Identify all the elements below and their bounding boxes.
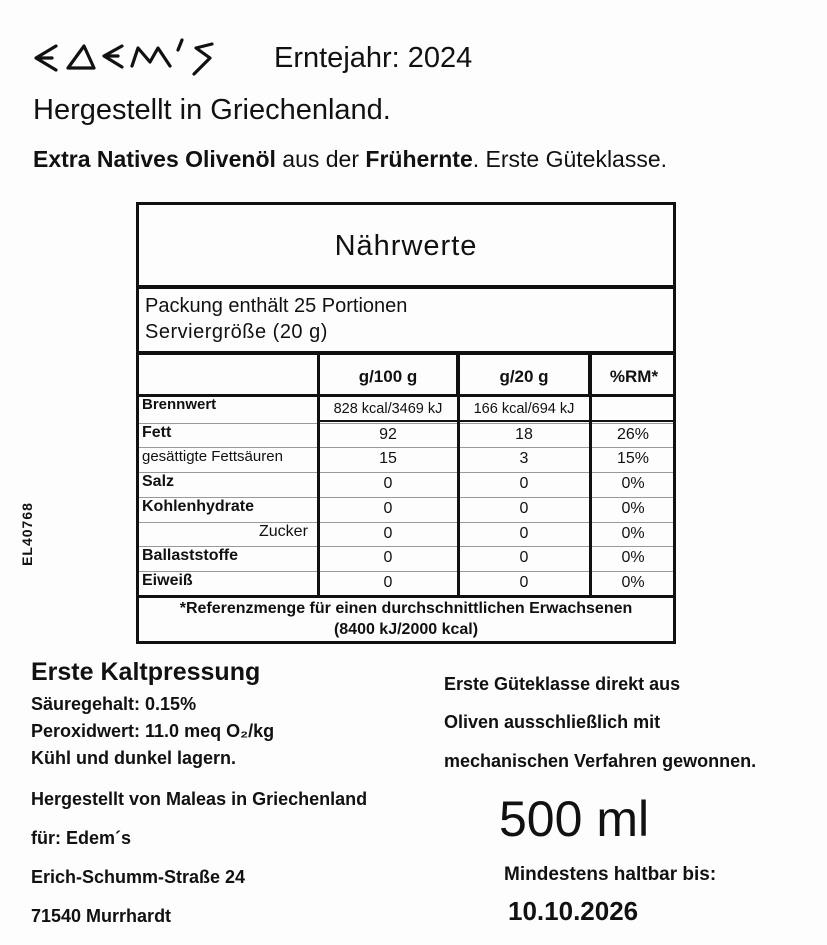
cell-v20: 0 <box>519 524 529 542</box>
col-header-100g: g/100 g <box>317 352 459 396</box>
row-label: gesättigte Fettsäuren <box>142 448 283 466</box>
reference-footnote <box>139 598 673 640</box>
lot-code: EL40768 <box>18 502 35 566</box>
col-header-20g: g/20 g <box>457 352 591 396</box>
cell-v20: 166 kcal/694 kJ <box>473 401 575 417</box>
row-label: Salz <box>142 473 175 491</box>
best-before-date: 10.10.2026 <box>508 896 639 926</box>
subtitle-product: Extra Natives Olivenöl <box>33 146 276 172</box>
best-before-label: Mindestens haltbar bis: <box>504 864 717 885</box>
cell-v100: 0 <box>383 475 393 493</box>
cell-v100: 0 <box>383 499 393 517</box>
cell-rm: 0% <box>621 499 645 517</box>
grade-line-3: mechanischen Verfahren gewonnen. <box>444 751 757 771</box>
cell-v100: 0 <box>383 549 393 567</box>
cell-v20: 0 <box>519 573 529 591</box>
brand-logo <box>32 34 244 82</box>
nutrition-title: Nährwerte <box>136 202 676 288</box>
made-in-text: Hergestellt in Griechenland. <box>33 94 391 126</box>
portions-box <box>136 286 676 354</box>
row-label: Zucker <box>259 522 308 540</box>
cell-rm: 0% <box>621 573 645 591</box>
volume: 500 ml <box>499 791 650 847</box>
cell-v20: 0 <box>519 475 529 493</box>
col-header-rm: %RM* <box>589 352 676 396</box>
distributor: für: Edem´s <box>31 828 132 848</box>
cell-v100: 15 <box>379 450 397 468</box>
cell-v20: 18 <box>515 425 533 443</box>
footnote-line1: *Referenzmenge für einen durchschnittlichen Erwachsenen <box>179 600 633 617</box>
grade-line-2: Oliven ausschließlich mit <box>444 712 661 732</box>
subtitle-grade: . Erste Güteklasse. <box>472 146 668 172</box>
cell-v20: 3 <box>519 450 529 468</box>
grade-line-1: Erste Güteklasse direkt aus <box>444 674 681 694</box>
subtitle-early-harvest: Frühernte <box>365 146 473 172</box>
product-subtitle <box>33 146 667 173</box>
cell-v100: 0 <box>383 524 393 542</box>
harvest-year: Erntejahr: 2024 <box>274 42 473 74</box>
row-label: Brennwert <box>142 396 217 413</box>
subtitle-connector: aus der <box>275 146 366 172</box>
serving-size: Serviergröße (20 g) <box>145 321 328 343</box>
row-label: Fett <box>142 423 172 441</box>
footnote-line2: (8400 kJ/2000 kcal) <box>333 621 479 638</box>
cell-v100: 828 kcal/3469 kJ <box>333 401 443 417</box>
cold-press-heading: Erste Kaltpressung <box>31 658 261 686</box>
row-label: Ballaststoffe <box>142 547 239 565</box>
cell-rm: 0% <box>621 549 645 567</box>
producer: Hergestellt von Maleas in Griechenland <box>31 789 368 809</box>
cell-rm: 0% <box>621 524 645 542</box>
storage-note: Kühl und dunkel lagern. <box>31 748 237 768</box>
cell-v20: 0 <box>519 499 529 517</box>
row-label: Eiweiß <box>142 571 193 589</box>
portions-count: Packung enthält 25 Portionen <box>145 295 408 317</box>
acidity: Säuregehalt: 0.15% <box>31 694 197 714</box>
cell-rm: 15% <box>616 450 650 468</box>
cell-v100: 92 <box>379 425 397 443</box>
cell-rm: 0% <box>621 475 645 493</box>
peroxide-value: Peroxidwert: 11.0 meq O₂/kg <box>31 721 275 741</box>
cell-v100: 0 <box>383 573 393 591</box>
row-label: Kohlenhydrate <box>142 497 255 515</box>
cell-rm: 26% <box>616 425 650 443</box>
street-address: Erich-Schumm-Straße 24 <box>31 867 246 887</box>
city-address: 71540 Murrhardt <box>31 906 172 926</box>
cell-v20: 0 <box>519 549 529 567</box>
